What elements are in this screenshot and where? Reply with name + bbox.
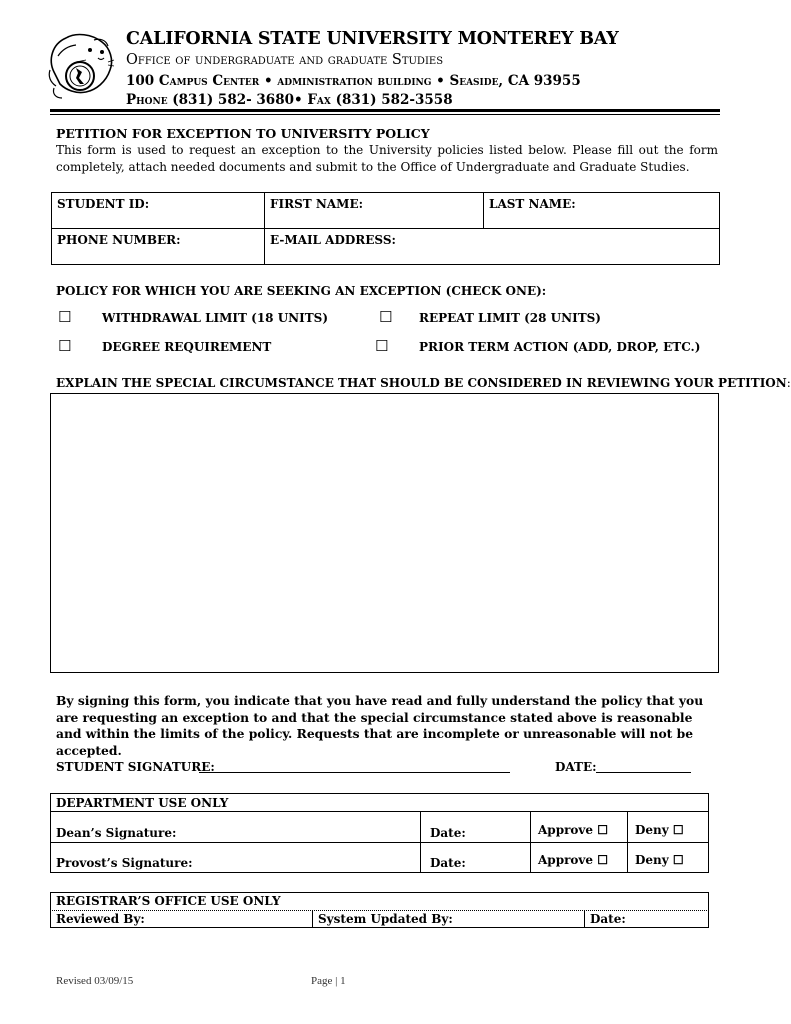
student-id-field[interactable]: STUDENT ID: xyxy=(57,197,150,211)
table-divider xyxy=(483,192,484,228)
email-address-field[interactable]: E-MAIL ADDRESS: xyxy=(270,233,396,247)
repeat-limit-checkbox[interactable]: ☐ xyxy=(379,308,393,326)
withdrawal-limit-checkbox[interactable]: ☐ xyxy=(58,308,72,326)
otter-logo-icon xyxy=(46,30,116,102)
signature-date-line[interactable] xyxy=(596,772,691,773)
table-divider xyxy=(584,910,585,928)
university-name: CALIFORNIA STATE UNIVERSITY MONTEREY BAY xyxy=(126,29,619,49)
system-updated-by-field[interactable]: System Updated By: xyxy=(318,912,453,926)
office-phone-fax: Phone (831) 582- 3680• Fax (831) 582-3558 xyxy=(126,92,453,108)
registrar-date-field[interactable]: Date: xyxy=(590,912,626,926)
phone-number-field[interactable]: PHONE NUMBER: xyxy=(57,233,181,247)
deans-deny-checkbox[interactable]: Deny ☐ xyxy=(635,823,684,837)
last-name-field[interactable]: LAST NAME: xyxy=(489,197,576,211)
registrar-use-heading: REGISTRAR’S OFFICE USE ONLY xyxy=(56,894,281,908)
page-number: Page | 1 xyxy=(311,975,346,987)
provosts-date-field[interactable]: Date: xyxy=(430,856,466,870)
provosts-signature-field[interactable]: Provost’s Signature: xyxy=(56,856,193,870)
table-divider xyxy=(312,910,313,928)
deans-date-field[interactable]: Date: xyxy=(430,826,466,840)
prior-term-action-label: PRIOR TERM ACTION (ADD, DROP, ETC.) xyxy=(419,340,701,354)
petition-title: PETITION FOR EXCEPTION TO UNIVERSITY POLICY xyxy=(56,126,430,141)
explanation-textarea[interactable] xyxy=(50,393,719,673)
table-divider xyxy=(420,811,421,873)
table-divider xyxy=(50,842,709,843)
header-rule-thin xyxy=(50,114,720,115)
provosts-deny-checkbox[interactable]: Deny ☐ xyxy=(635,853,684,867)
provosts-approve-checkbox[interactable]: Approve ☐ xyxy=(538,853,608,867)
degree-requirement-checkbox[interactable]: ☐ xyxy=(58,337,72,355)
intro-text: This form is used to request an exception to the University policies listed below. Please fill out the form completely, attach needed documents and submit to the Office of Undergraduate and Graduate Studies. xyxy=(56,143,718,174)
policy-heading: POLICY FOR WHICH YOU ARE SEEKING AN EXCEPTION (CHECK ONE): xyxy=(56,284,547,298)
table-divider xyxy=(530,811,531,873)
student-signature-label: STUDENT SIGNATURE: xyxy=(56,760,215,774)
signature-date-label: DATE: xyxy=(555,760,597,774)
prior-term-action-checkbox[interactable]: ☐ xyxy=(375,337,389,355)
first-name-field[interactable]: FIRST NAME: xyxy=(270,197,364,211)
acknowledgement-text: By signing this form, you indicate that you have read and fully understand the policy that you are requesting an exception to and that the special circumstance stated above is reasonable and within the limits of the policy. Requests that are incomplete or unreasonable will not be accepted. xyxy=(56,693,704,758)
header-rule-thick xyxy=(50,109,720,112)
table-divider xyxy=(51,228,720,229)
deans-signature-field[interactable]: Dean’s Signature: xyxy=(56,826,177,840)
degree-requirement-label: DEGREE REQUIREMENT xyxy=(102,340,272,354)
deans-approve-checkbox[interactable]: Approve ☐ xyxy=(538,823,608,837)
table-divider xyxy=(50,910,709,911)
table-divider xyxy=(627,811,628,873)
explain-heading xyxy=(56,376,791,390)
office-name: Office of undergraduate and graduate Studies xyxy=(126,52,444,68)
explain-heading-colon: : xyxy=(786,376,791,390)
repeat-limit-label: REPEAT LIMIT (28 UNITS) xyxy=(419,311,601,325)
table-divider xyxy=(264,192,265,265)
explain-heading-text: EXPLAIN THE SPECIAL CIRCUMSTANCE THAT SHOULD BE CONSIDERED IN REVIEWING YOUR PETITION xyxy=(56,376,787,390)
student-signature-line[interactable] xyxy=(199,772,510,773)
withdrawal-limit-label: WITHDRAWAL LIMIT (18 UNITS) xyxy=(102,311,329,325)
table-divider xyxy=(50,811,709,812)
reviewed-by-field[interactable]: Reviewed By: xyxy=(56,912,145,926)
revision-date: Revised 03/09/15 xyxy=(56,975,134,987)
office-address: 100 Campus Center • administration building • Seaside, CA 93955 xyxy=(126,73,581,89)
department-use-heading: DEPARTMENT USE ONLY xyxy=(56,796,229,810)
